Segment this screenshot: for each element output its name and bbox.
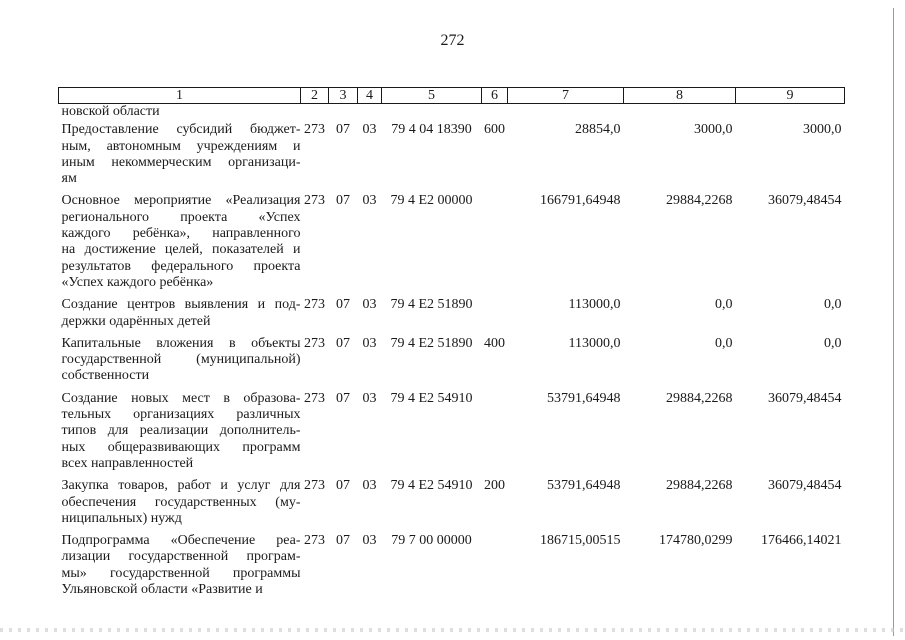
column-header: 1	[59, 88, 301, 104]
subsection-code: 03	[362, 533, 377, 549]
row-name-line: «Успех каждого ребёнка»	[61, 274, 214, 290]
row-name-line: мы» государственной программы	[61, 565, 301, 581]
row-name-line: Капитальные вложения в объекты	[61, 335, 301, 351]
subsection-code: 03	[362, 193, 377, 209]
row-name	[59, 122, 301, 193]
page-edge	[893, 8, 894, 636]
section-code: 07	[336, 297, 350, 313]
table-row	[59, 336, 845, 391]
row-name-line: результатов федерального проекта	[61, 258, 301, 274]
row-name-line: на достижение целей, показателей и	[61, 242, 301, 258]
target-article-code: 79 4 E2 51890	[390, 335, 473, 351]
amount-year-3: 0,0	[824, 297, 842, 313]
row-name-line: Закупка товаров, работ и услуг для	[61, 478, 301, 494]
column-header: 5	[382, 88, 482, 104]
table-row	[59, 478, 845, 533]
target-article-code: 79 4 04 18390	[391, 122, 472, 138]
subsection-code: 03	[362, 335, 377, 351]
row-name-line: иным некоммерческим организаци-	[61, 154, 301, 170]
amount-year-3	[736, 104, 845, 123]
target-article-code: 79 4 E2 54910	[390, 390, 473, 406]
row-name-line: тельных организациях различных	[61, 407, 301, 423]
subsection-code: 03	[362, 478, 377, 494]
chapter-code: 273	[304, 297, 325, 313]
row-name-line: Создание новых мест в образова-	[61, 390, 301, 406]
amount-year-2: 29884,2268	[666, 193, 733, 209]
row-name	[59, 478, 301, 533]
row-name-line: собственности	[61, 368, 150, 384]
amount-year-1: 28854,0	[575, 122, 621, 138]
section-code: 07	[336, 122, 350, 138]
column-header: 6	[482, 88, 508, 104]
page-number: 272	[440, 32, 465, 49]
budget-table	[58, 87, 845, 604]
subsection-code: 03	[362, 297, 377, 313]
table-row	[59, 533, 845, 604]
amount-year-2: 29884,2268	[666, 478, 733, 494]
expense-type-code	[482, 104, 508, 123]
row-name-line: лизации государственной програм-	[61, 549, 301, 565]
scan-edge	[0, 628, 905, 632]
expense-type-code	[482, 533, 508, 604]
row-name-line: регионального проекта «Успех	[61, 209, 301, 225]
section-code	[329, 104, 358, 123]
amount-year-2	[624, 104, 736, 123]
row-name-line: Предоставление субсидий бюджет-	[61, 122, 301, 138]
column-header: 8	[624, 88, 736, 104]
chapter-code	[301, 104, 329, 123]
target-article-code	[382, 104, 482, 123]
amount-year-2: 0,0	[715, 335, 733, 351]
expense-type-code: 200	[484, 478, 505, 494]
subsection-code: 03	[362, 390, 377, 406]
subsection-code: 03	[362, 122, 377, 138]
expense-type-code: 600	[484, 122, 505, 138]
amount-year-1: 53791,64948	[547, 478, 621, 494]
row-name-line: ям	[61, 171, 77, 187]
chapter-code: 273	[304, 335, 325, 351]
subsection-code	[358, 104, 382, 123]
expense-type-code	[482, 193, 508, 297]
amount-year-3: 3000,0	[803, 122, 842, 138]
table-row	[59, 391, 845, 478]
expense-type-code	[482, 297, 508, 336]
section-code: 07	[336, 193, 350, 209]
section-code: 07	[336, 533, 350, 549]
amount-year-1: 113000,0	[568, 335, 621, 351]
row-name	[59, 336, 301, 391]
amount-year-1: 186715,00515	[540, 533, 621, 549]
table-row	[59, 122, 845, 193]
amount-year-1: 166791,64948	[540, 193, 621, 209]
row-name	[59, 297, 301, 336]
column-header: 9	[736, 88, 845, 104]
column-header: 3	[329, 88, 358, 104]
column-header: 7	[508, 88, 624, 104]
row-name-line: Основное мероприятие «Реализация	[61, 193, 301, 209]
amount-year-2: 29884,2268	[666, 390, 733, 406]
row-name-line: каждого ребёнка», направленного	[61, 226, 301, 242]
row-name-line: обеспечения государственных (му-	[61, 494, 301, 510]
section-code: 07	[336, 390, 350, 406]
table-row	[59, 193, 845, 297]
amount-year-1: 113000,0	[568, 297, 621, 313]
target-article-code: 79 7 00 00000	[391, 533, 472, 549]
row-name-line: типов для реализации дополнитель-	[61, 423, 301, 439]
row-name	[59, 193, 301, 297]
chapter-code: 273	[304, 390, 325, 406]
target-article-code: 79 4 E2 00000	[390, 193, 473, 209]
section-code: 07	[336, 478, 350, 494]
expense-type-code: 400	[484, 335, 505, 351]
amount-year-3: 36079,48454	[768, 193, 842, 209]
header-row	[59, 88, 845, 104]
amount-year-2: 0,0	[715, 297, 733, 313]
chapter-code: 273	[304, 533, 325, 549]
chapter-code: 273	[304, 478, 325, 494]
row-name-line: Создание центров выявления и под-	[61, 297, 301, 313]
row-name-line: всех направленностей	[61, 455, 194, 471]
amount-year-3: 36079,48454	[768, 478, 842, 494]
row-name-line: Ульяновской области «Развитие и	[61, 582, 263, 598]
amount-year-1	[508, 104, 624, 123]
row-name	[59, 104, 301, 123]
amount-year-1: 53791,64948	[547, 390, 621, 406]
row-name	[59, 533, 301, 604]
target-article-code: 79 4 E2 51890	[390, 297, 473, 313]
table-body	[59, 104, 845, 605]
column-header: 2	[301, 88, 329, 104]
row-name-line: ных общеразвивающих программ	[61, 439, 301, 455]
target-article-code: 79 4 E2 54910	[390, 478, 473, 494]
column-header: 4	[358, 88, 382, 104]
table-row	[59, 104, 845, 123]
amount-year-3: 36079,48454	[768, 390, 842, 406]
amount-year-2: 174780,0299	[659, 533, 733, 549]
amount-year-3: 176466,14021	[761, 533, 842, 549]
expense-type-code	[482, 391, 508, 478]
row-name-line: новской области	[61, 104, 160, 119]
row-name-line: держки одарённых детей	[61, 313, 211, 329]
table-row	[59, 297, 845, 336]
amount-year-3: 0,0	[824, 335, 842, 351]
chapter-code: 273	[304, 122, 325, 138]
row-name-line: ниципальных) нужд	[61, 510, 182, 526]
row-name-line: ным, автономным учреждениям и	[61, 138, 301, 154]
row-name	[59, 391, 301, 478]
amount-year-2: 3000,0	[694, 122, 733, 138]
section-code: 07	[336, 335, 350, 351]
row-name-line: Подпрограмма «Обеспечение реа-	[61, 533, 301, 549]
row-name-line: государственной (муниципальной)	[61, 352, 301, 368]
chapter-code: 273	[304, 193, 325, 209]
